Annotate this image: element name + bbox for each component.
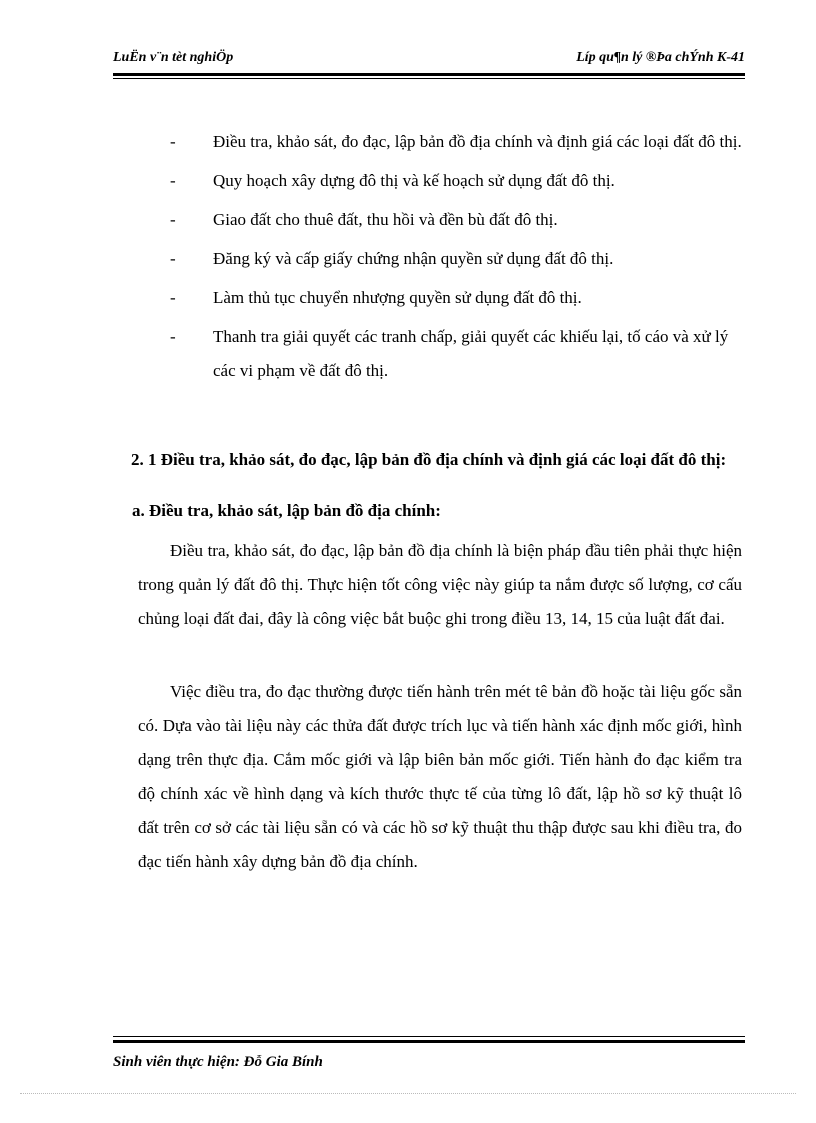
- paragraph-1: Điều tra, khảo sát, đo đạc, lập bản đồ địa chính là biện pháp đầu tiên phải thực hiện trong quản lý đất đô thị. Thực hiện tốt công việc này giúp ta nắm được số lượng, cơ cấu chủng loại đất đai, đây là công việc bắt buộc ghi trong điều 13, 14, 15 của luật đất đai.: [138, 541, 742, 628]
- list-item: - Giao đất cho thuê đất, thu hồi và đền bù đất đô thị.: [170, 210, 558, 229]
- list-item: - Đăng ký và cấp giấy chứng nhận quyền sử dụng đất đô thị.: [170, 249, 614, 268]
- footer-author: Sinh viên thực hiện: Đỗ Gia Bính: [113, 1054, 323, 1070]
- page-edge-divider: [20, 1093, 796, 1094]
- paragraph-2: Việc điều tra, đo đạc thường được tiến hành trên mét tê bản đồ hoặc tài liệu gốc sẵn có. Dựa vào tài liệu này các thửa đất được trích lục và tiến hành xác định mốc giới, hình dạng trên thực địa. Cắm mốc giới và lập biên bản mốc giới. Tiến hành đo đạc kiểm tra độ chính xác về hình dạng và kích thước thực tế của từng lô đất, lập hồ sơ kỹ thuật lô đất trên cơ sở các tài liệu sẵn có và các hồ sơ kỹ thuật thu thập được sau khi điều tra, đo đạc tiến hành xây dựng bản đồ địa chính.: [138, 682, 742, 871]
- header-thesis-label: LuËn v¨n tèt nghiÖp: [113, 50, 234, 65]
- list-item: - Thanh tra giải quyết các tranh chấp, giải quyết các khiếu lại, tố cáo và xử lý các vi phạm về đất đô thị.: [170, 327, 729, 380]
- list-item: - Làm thủ tục chuyển nhượng quyền sử dụng đất đô thị.: [170, 288, 582, 307]
- bullet-list: [110, 125, 750, 393]
- header-class-label: Líp qu¶n lý ®Þa chÝnh K-41: [576, 50, 745, 65]
- page-header: [113, 50, 745, 72]
- list-item: - Quy hoạch xây dựng đô thị và kế hoạch sử dụng đất đô thị.: [170, 171, 615, 190]
- subheading: a. Điều tra, khảo sát, lập bản đồ địa chính:: [132, 501, 441, 520]
- header-rule-thick: [113, 73, 745, 76]
- section-heading: 2. 1 Điều tra, khảo sát, đo đạc, lập bản đồ địa chính và định giá các loại đất đô thị:: [131, 450, 727, 469]
- footer-rule-thin: [113, 1036, 745, 1037]
- footer-rule-thick: [113, 1040, 745, 1043]
- list-item: - Điều tra, khảo sát, đo đạc, lập bản đồ địa chính và định giá các loại đất đô thị.: [170, 132, 742, 151]
- header-rule-thin: [113, 78, 745, 79]
